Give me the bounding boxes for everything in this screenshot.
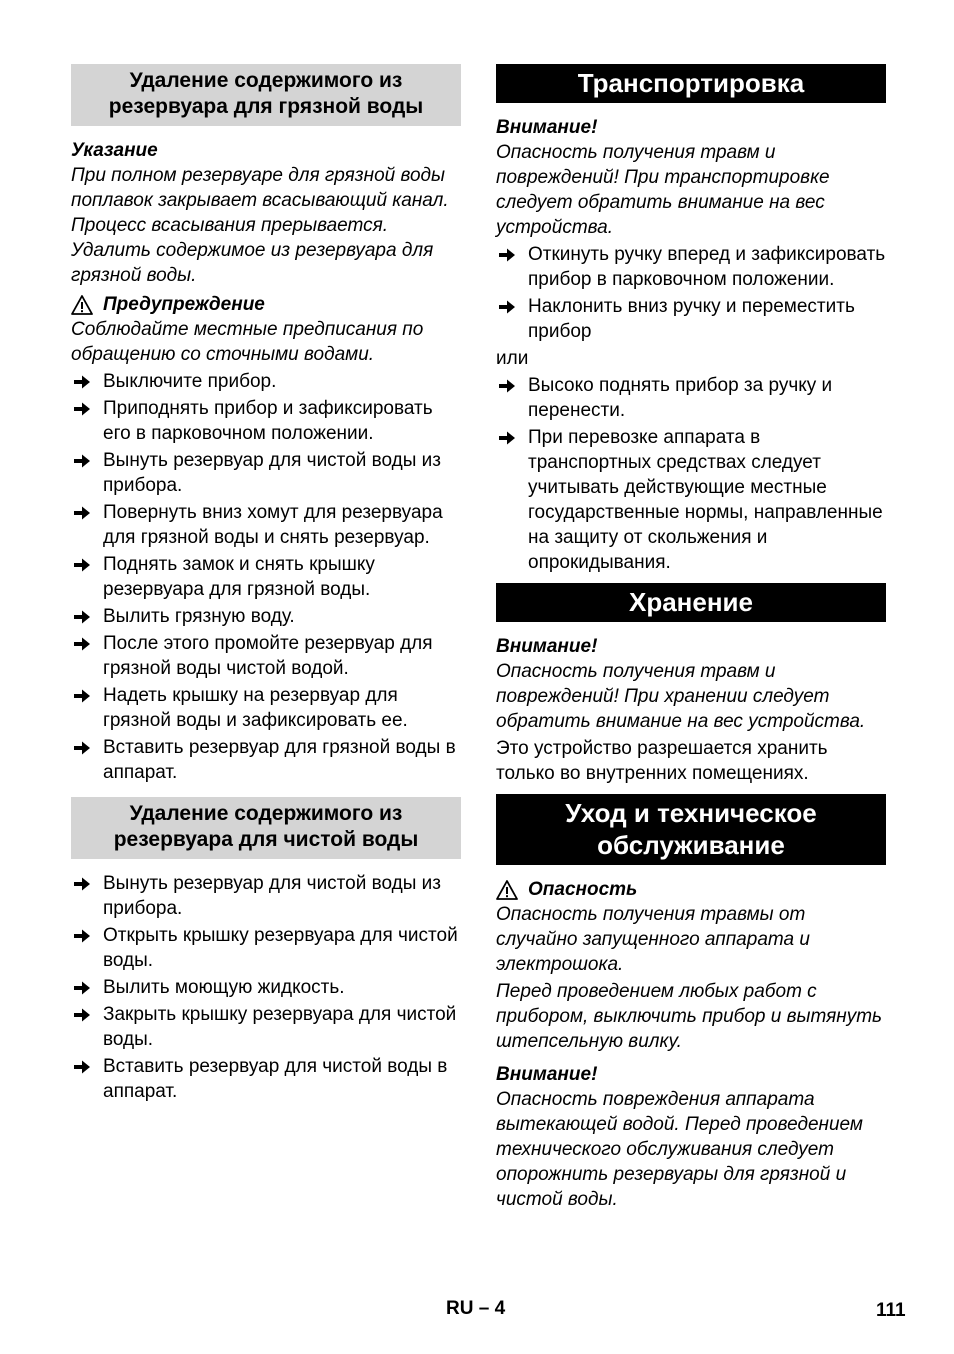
danger-text-2: Перед проведением любых работ с прибором, выключить прибор и вытянуть штепсельную вилку. [496, 981, 883, 1052]
attention-label: Внимание! [496, 1064, 598, 1085]
arrow-right-icon [73, 1007, 91, 1023]
storage-text: Это устройство разрешается хранить только во внутренних помещениях. [496, 738, 828, 784]
attention-label: Внимание! [496, 636, 598, 657]
list-item: Приподнять прибор и зафиксировать его в парковочном положении. [71, 396, 461, 446]
transport-steps-b [496, 373, 886, 575]
danger-text-1: Опасность получения травмы от случайно запущенного аппарата и электрошока. [496, 904, 810, 975]
arrow-right-icon [73, 688, 91, 704]
arrow-right-icon [73, 374, 91, 390]
arrow-right-icon [73, 928, 91, 944]
or-text: или [496, 348, 529, 369]
arrow-right-icon [498, 430, 516, 446]
list-item: Вынуть резервуар для чистой воды из прибора. [71, 871, 461, 921]
danger-row [496, 877, 886, 902]
list-item: Откинуть ручку вперед и зафиксировать прибор в парковочном положении. [496, 242, 886, 292]
list-item: Вынуть резервуар для чистой воды из прибора. [71, 448, 461, 498]
arrow-right-icon [73, 1059, 91, 1075]
left-column [71, 64, 461, 1106]
list-item: Закрыть крышку резервуара для чистой воды. [71, 1002, 461, 1052]
arrow-right-icon [73, 557, 91, 573]
section-heading-transport: Транспортировка [496, 64, 886, 103]
arrow-right-icon [73, 505, 91, 521]
section-heading-dirty-water: Удаление содержимого из резервуара для грязной воды [71, 64, 461, 126]
list-item: Вылить грязную воду. [71, 604, 461, 629]
attention-label: Внимание! [496, 117, 598, 138]
list-item: Выключите прибор. [71, 369, 461, 394]
attention-text: Опасность повреждения аппарата вытекающей водой. Перед проведением технического обслуживания следует опорожнить резервуары для грязной и чистой воды. [496, 1089, 863, 1210]
footer-page-number: 111 [876, 1300, 906, 1321]
arrow-right-icon [73, 636, 91, 652]
list-item: Повернуть вниз хомут для резервуара для грязной воды и снять резервуар. [71, 500, 461, 550]
transport-steps-a [496, 242, 886, 344]
warning-triangle-icon [71, 295, 93, 315]
dirty-water-steps [71, 369, 461, 785]
warning-label: Предупреждение [103, 294, 265, 315]
arrow-right-icon [498, 299, 516, 315]
list-item: Наклонить вниз ручку и переместить прибор [496, 294, 886, 344]
list-item: Надеть крышку на резервуар для грязной воды и зафиксировать ее. [71, 683, 461, 733]
attention-text: Опасность получения травм и повреждений! При транспортировке следует обратить внимание на вес устройства. [496, 142, 830, 238]
list-item: После этого промойте резервуар для грязной воды чистой водой. [71, 631, 461, 681]
arrow-right-icon [73, 453, 91, 469]
danger-label: Опасность [528, 879, 638, 900]
clean-water-steps [71, 871, 461, 1104]
right-column [496, 64, 886, 1214]
section-heading-clean-water: Удаление содержимого из резервуара для чистой воды [71, 797, 461, 859]
arrow-right-icon [73, 401, 91, 417]
arrow-right-icon [73, 740, 91, 756]
list-item: Вставить резервуар для чистой воды в аппарат. [71, 1054, 461, 1104]
list-item: При перевозке аппарата в транспортных средствах следует учитывать действующие местные государственные нормы, направленные на защиту от скольжения и опрокидывания. [496, 425, 886, 575]
warning-row [71, 292, 461, 317]
list-item: Вставить резервуар для грязной воды в аппарат. [71, 735, 461, 785]
attention-text: Опасность получения травм и повреждений! При хранении следует обратить внимание на вес устройства. [496, 661, 866, 732]
warning-triangle-icon [496, 880, 518, 900]
list-item: Поднять замок и снять крышку резервуара для грязной воды. [71, 552, 461, 602]
arrow-right-icon [73, 609, 91, 625]
list-item: Вылить моющую жидкость. [71, 975, 461, 1000]
arrow-right-icon [73, 980, 91, 996]
arrow-right-icon [498, 378, 516, 394]
section-heading-storage: Хранение [496, 583, 886, 622]
list-item: Открыть крышку резервуара для чистой воды. [71, 923, 461, 973]
footer-language-page: RU – 4 [446, 1298, 506, 1319]
note-label: Указание [71, 140, 158, 161]
arrow-right-icon [73, 876, 91, 892]
section-heading-care: Уход и техническое обслуживание [496, 794, 886, 865]
note-text: При полном резервуаре для грязной воды поплавок закрывает всасывающий канал. Процесс всасывания прерывается. Удалить содержимое из резервуара для грязной воды. [71, 165, 449, 286]
list-item: Высоко поднять прибор за ручку и перенести. [496, 373, 886, 423]
warning-text: Соблюдайте местные предписания по обращению со сточными водами. [71, 319, 424, 365]
arrow-right-icon [498, 247, 516, 263]
